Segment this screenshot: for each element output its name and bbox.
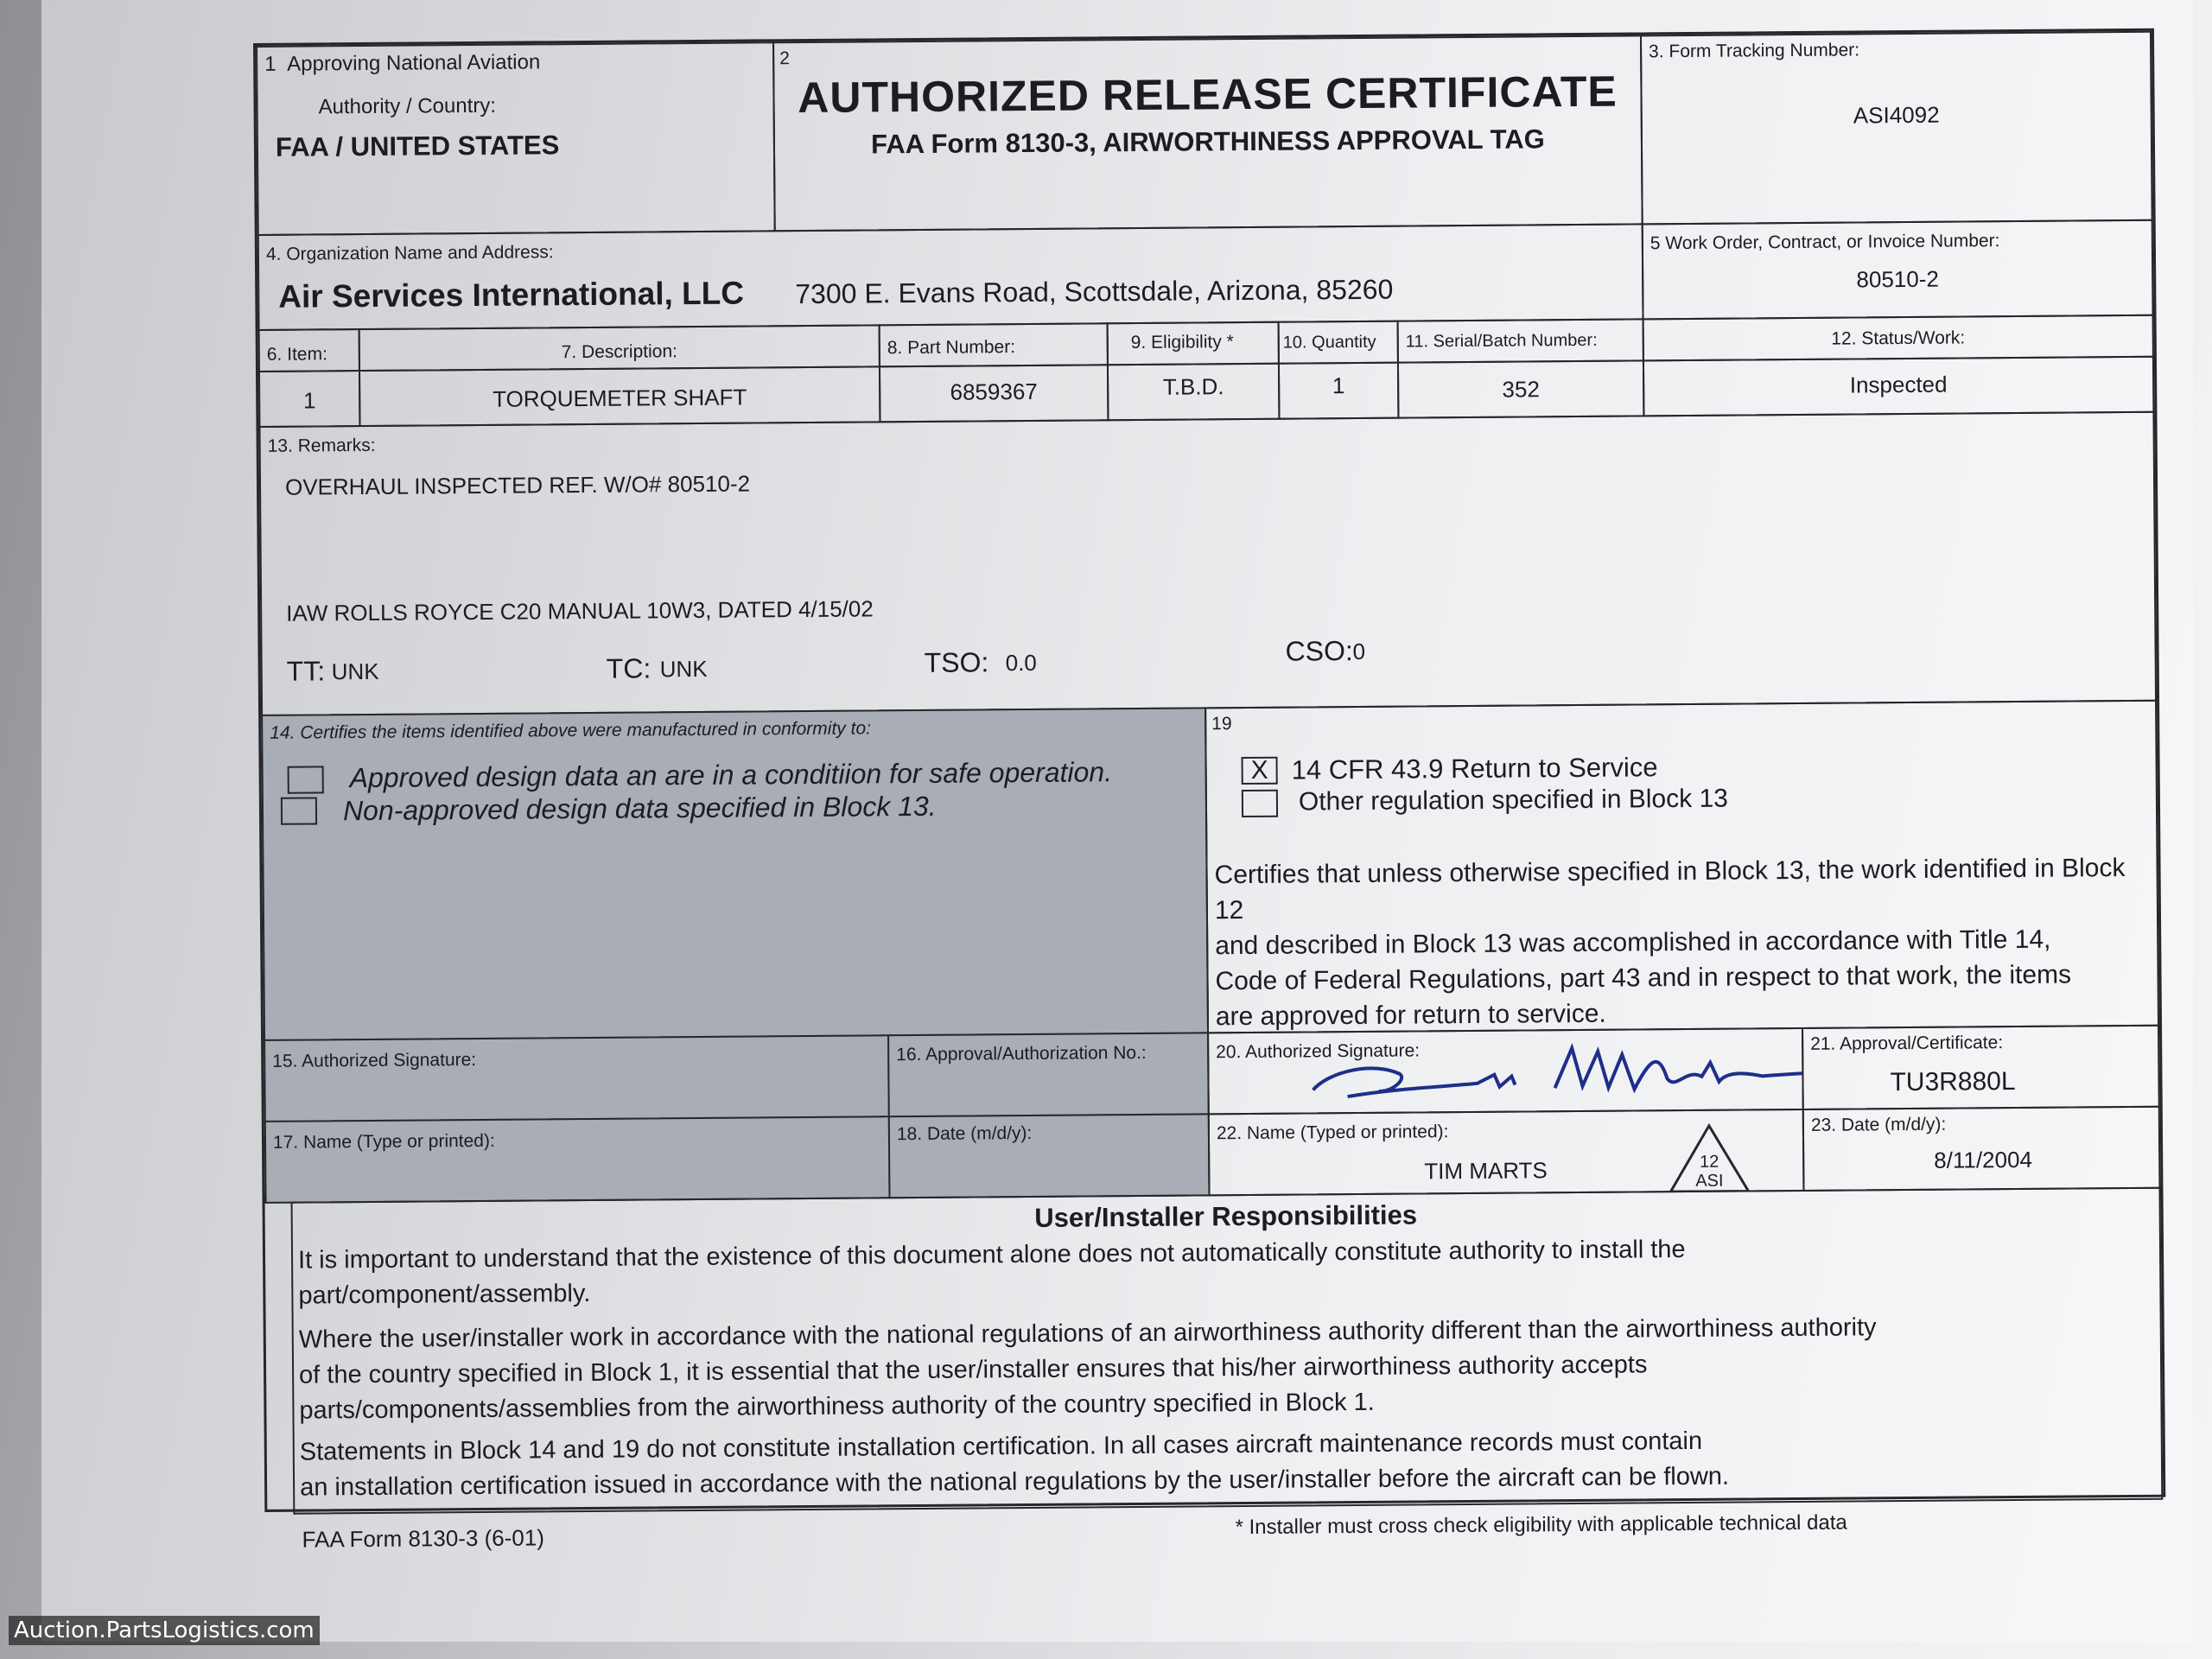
eligibility-value: T.B.D.	[1162, 373, 1224, 400]
block-1-label-line2: Authority / Country:	[318, 93, 497, 119]
form-subtitle: FAA Form 8130-3, AIRWORTHINESS APPROVAL TAG	[870, 124, 1545, 160]
block-17-label: 17. Name (Type or printed):	[272, 1130, 495, 1153]
cert-line-3: Code of Federal Regulations, part 43 and in respect to that work, the items	[1215, 960, 2072, 996]
block-18-date	[888, 1113, 1211, 1198]
cell-quantity	[1278, 362, 1400, 420]
header-eligibility	[1107, 321, 1280, 366]
eligibility-header-label: 9. Eligibility *	[1130, 332, 1234, 353]
tt-value: UNK	[331, 658, 379, 685]
authorized-release-certificate-form	[253, 29, 2165, 1553]
tso-value: 0.0	[1005, 649, 1037, 677]
responsibilities-paragraph-2	[299, 1310, 1878, 1428]
block-19-return-to-service-checkbox[interactable]: X	[1242, 757, 1278, 785]
block-14-non-approved-checkbox[interactable]	[281, 797, 317, 824]
form-id-footer: FAA Form 8130-3 (6-01)	[302, 1524, 545, 1553]
serial-number-header-label: 11. Serial/Batch Number:	[1405, 330, 1598, 352]
cell-serial-number	[1397, 359, 1645, 418]
stamp-text: ASI	[1695, 1171, 1724, 1191]
block-20-label: 20. Authorized Signature:	[1216, 1040, 1421, 1063]
block-14-approved-checkbox[interactable]	[288, 766, 324, 793]
tso-label: TSO:	[924, 646, 989, 678]
block-4-organization	[257, 223, 1644, 331]
handwritten-signature	[1295, 1033, 1804, 1115]
work-order-number: 80510-2	[1856, 265, 1940, 293]
block-14-option-2: Non-approved design data specified in Block 13.	[342, 790, 937, 827]
block-5-work-order	[1642, 219, 2154, 321]
tc-label: TC:	[606, 652, 652, 684]
serial-number-value: 352	[1502, 376, 1540, 403]
block-1-authority	[256, 41, 776, 236]
tt-label: TT:	[286, 655, 326, 687]
block-19-number: 19	[1211, 714, 1232, 734]
item-header-label: 6. Item:	[266, 344, 327, 365]
block-23-label: 23. Date (m/d/y):	[1810, 1114, 1947, 1135]
stamp-number: 12	[1700, 1152, 1719, 1172]
item-value: 1	[302, 387, 316, 414]
approval-certificate-value: TU3R880L	[1890, 1067, 2016, 1097]
p2-line-3: parts/components/assemblies from the airworthiness authority of the country specified in Block 1.	[299, 1388, 1375, 1425]
cso-value: 0	[1352, 638, 1366, 665]
cell-part-number	[879, 364, 1109, 423]
eligibility-footnote: * Installer must cross check eligibility with applicable technical data	[1235, 1510, 1847, 1540]
block-23-date	[1802, 1106, 2161, 1192]
block-3-label: 3. Form Tracking Number:	[1649, 40, 1860, 62]
block-3-tracking	[1640, 31, 2153, 226]
asi-stamp	[1668, 1122, 1751, 1194]
status-work-value: Inspected	[1849, 371, 1948, 398]
watermark: Auction.PartsLogistics.com	[9, 1616, 320, 1645]
cell-status-work	[1643, 356, 2155, 417]
form-title: AUTHORIZED RELEASE CERTIFICATE	[798, 67, 1618, 123]
description-header-label: 7. Description:	[561, 341, 678, 363]
part-number-header-label: 8. Part Number:	[887, 337, 1016, 359]
header-part-number	[879, 322, 1109, 367]
organization-name: Air Services International, LLC	[278, 275, 745, 315]
signer-name: TIM MARTS	[1424, 1157, 1548, 1185]
part-number-value: 6859367	[950, 378, 1038, 405]
header-status-work	[1643, 315, 2154, 362]
block-19-certification-text	[1214, 850, 2158, 1034]
quantity-header-label: 10. Quantity	[1282, 332, 1376, 353]
block-15-authorized-signature	[264, 1034, 890, 1122]
block-20-authorized-signature	[1207, 1027, 1804, 1115]
block-14-option-1: Approved design data an are in a conditiion for safe operation.	[349, 756, 1113, 794]
cert-line-1: Certifies that unless otherwise specified in Block 13, the work identified in Block 12	[1214, 854, 2126, 925]
block-2-title	[772, 35, 1643, 232]
cso-label: CSO:	[1285, 635, 1353, 667]
cert-line-2: and described in Block 13 was accomplished in accordance with Title 14,	[1215, 925, 2051, 961]
cell-item	[258, 370, 361, 428]
block-4-label: 4. Organization Name and Address:	[265, 242, 554, 264]
user-installer-responsibilities	[291, 1187, 2164, 1515]
header-item	[258, 328, 360, 372]
p2-line-2: of the country specified in Block 1, it is essential that the user/installer ensures that his/her airworthiness authority accepts	[298, 1351, 1648, 1389]
responsibilities-title: User/Installer Responsibilities	[1034, 1199, 1418, 1233]
block-1-value: FAA / UNITED STATES	[275, 130, 560, 162]
responsibilities-paragraph-1	[298, 1232, 1686, 1314]
p1-line-1: It is important to understand that the existence of this document alone does not automatically constitute authority to install the	[297, 1236, 1686, 1274]
p1-line-2: part/component/assembly.	[298, 1279, 591, 1310]
p3-line-1: Statements in Block 14 and 19 do not constitute installation certification. In all cases aircraft maintenance records must contain	[299, 1427, 1703, 1466]
block-14-conformity	[261, 707, 1209, 1041]
block-18-label: 18. Date (m/d/y):	[896, 1122, 1033, 1145]
signature-date-value: 8/11/2004	[1934, 1146, 2033, 1173]
block-5-label: 5 Work Order, Contract, or Invoice Number:	[1649, 231, 2000, 254]
block-22-label: 22. Name (Typed or printed):	[1216, 1122, 1449, 1144]
block-22-name	[1208, 1109, 1805, 1196]
document-sheet	[41, 0, 2193, 1642]
status-work-header-label: 12. Status/Work:	[1831, 327, 1966, 349]
header-quantity	[1278, 321, 1399, 365]
block-2-number: 2	[779, 48, 790, 69]
cell-description	[359, 365, 880, 427]
block-19-other-regulation-checkbox[interactable]	[1242, 790, 1278, 817]
block-13-remarks	[258, 411, 2157, 716]
block-16-approval-number	[887, 1032, 1210, 1117]
cell-eligibility	[1107, 363, 1281, 422]
p3-line-2: an installation certification issued in accordance with the national regulations by the user/installer before the aircraft can be flown.	[300, 1462, 1730, 1502]
block-15-label: 15. Authorized Signature:	[272, 1050, 477, 1071]
block-19-return-to-service	[1205, 700, 2159, 1034]
form-tracking-number: ASI4092	[1853, 101, 1940, 129]
block-14-label: 14. Certifies the items identified above were manufactured in conformity to:	[270, 718, 872, 743]
responsibilities-paragraph-3	[300, 1424, 1730, 1506]
quantity-value: 1	[1332, 372, 1345, 399]
p2-line-1: Where the user/installer work in accordance with the national regulations of an airworthiness authority different than the airworthiness authority	[298, 1313, 1877, 1354]
block-19-option-2: Other regulation specified in Block 13	[1298, 784, 1729, 817]
block-16-label: 16. Approval/Authorization No.:	[896, 1042, 1147, 1065]
header-serial-number	[1397, 318, 1644, 363]
header-description	[359, 324, 880, 372]
block-17-name	[264, 1116, 891, 1204]
remarks-line-1: OVERHAUL INSPECTED REF. W/O# 80510-2	[284, 470, 751, 500]
tc-value: UNK	[659, 655, 708, 683]
block-21-label: 21. Approval/Certificate:	[1810, 1033, 2004, 1054]
block-1-label: Approving National Aviation	[287, 50, 541, 76]
block-1-number: 1	[264, 52, 276, 76]
block-19-option-1: 14 CFR 43.9 Return to Service	[1291, 752, 1658, 785]
remarks-line-2: IAW ROLLS ROYCE C20 MANUAL 10W3, DATED 4/15/02	[286, 595, 874, 626]
description-value: TORQUEMETER SHAFT	[493, 384, 747, 412]
block-21-approval-certificate	[1802, 1025, 2160, 1110]
remarks-label: 13. Remarks:	[267, 435, 376, 456]
cert-line-4: are approved for return to service.	[1215, 999, 1606, 1032]
organization-address: 7300 E. Evans Road, Scottsdale, Arizona, 85260	[795, 273, 1394, 310]
